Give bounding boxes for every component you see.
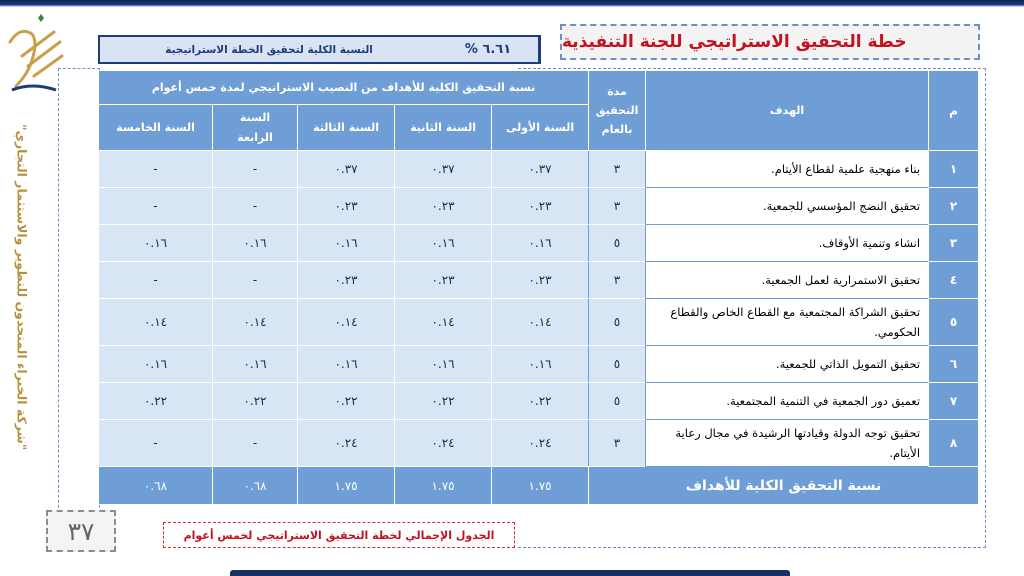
row-duration: ٥: [589, 299, 646, 346]
bottom-bar: [230, 570, 790, 576]
overall-percentage-label: النسبة الكلية لتحقيق الخطة الاستراتيجية: [165, 43, 373, 56]
row-duration: ٣: [589, 188, 646, 225]
table-row: [99, 299, 979, 346]
row-year-1: ٠.٢٣: [492, 188, 589, 225]
row-goal: تحقيق التمويل الذاتي للجمعية.: [646, 346, 929, 383]
row-goal: تحقيق توجه الدولة وقيادتها الرشيدة في مجال رعاية الأيتام.: [646, 420, 929, 467]
row-year-2: ٠.٣٧: [395, 151, 492, 188]
header-duration: مدة التحقيق بالعام: [589, 71, 646, 151]
row-year-4: -: [213, 188, 298, 225]
header-years-group: نسبة التحقيق الكلية للأهداف من النصيب الاستراتيجي لمدة خمس أعوام: [99, 71, 589, 105]
row-year-3: ٠.٢٢: [298, 383, 395, 420]
table-outline-left: [58, 68, 100, 538]
row-year-1: ٠.٣٧: [492, 151, 589, 188]
company-name-vertical: "شركة الخبراء المتحدون للتطوير والاستثمار التجاري": [14, 124, 30, 451]
row-year-2: ٠.٢٣: [395, 262, 492, 299]
row-year-1: ٠.١٦: [492, 346, 589, 383]
row-year-4: ٠.١٦: [213, 346, 298, 383]
page-number: ٣٧: [46, 510, 116, 552]
row-year-4: -: [213, 262, 298, 299]
row-year-5: ٠.١٦: [99, 346, 213, 383]
total-year-5: ٠.٦٨: [99, 467, 213, 505]
row-year-5: ٠.٢٢: [99, 383, 213, 420]
row-year-5: -: [99, 262, 213, 299]
table-row: [99, 151, 979, 188]
row-duration: ٥: [589, 225, 646, 262]
row-goal: تحقيق الاستمرارية لعمل الجمعية.: [646, 262, 929, 299]
row-year-5: -: [99, 188, 213, 225]
table-row: [99, 188, 979, 225]
row-index: ٨: [929, 420, 979, 467]
header-index: م: [929, 71, 979, 151]
row-year-5: ٠.١٤: [99, 299, 213, 346]
row-index: ٧: [929, 383, 979, 420]
row-year-4: ٠.٢٢: [213, 383, 298, 420]
row-index: ٥: [929, 299, 979, 346]
overall-percentage-value: ٦.٦١ %: [438, 37, 539, 62]
row-goal: بناء منهجية علمية لقطاع الأيتام.: [646, 151, 929, 188]
row-duration: ٣: [589, 420, 646, 467]
row-year-5: ٠.١٦: [99, 225, 213, 262]
row-duration: ٥: [589, 346, 646, 383]
row-index: ٣: [929, 225, 979, 262]
total-year-1: ١.٧٥: [492, 467, 589, 505]
row-year-3: ٠.١٦: [298, 346, 395, 383]
row-index: ١: [929, 151, 979, 188]
row-index: ٢: [929, 188, 979, 225]
row-year-4: ٠.١٦: [213, 225, 298, 262]
total-year-4: ٠.٦٨: [213, 467, 298, 505]
row-duration: ٣: [589, 151, 646, 188]
total-label: نسبة التحقيق الكلية للأهداف: [589, 467, 979, 505]
total-year-2: ١.٧٥: [395, 467, 492, 505]
row-year-2: ٠.٢٤: [395, 420, 492, 467]
table-row: [99, 225, 979, 262]
row-year-5: -: [99, 151, 213, 188]
header-year-1: السنة الأولى: [492, 105, 589, 151]
row-duration: ٣: [589, 262, 646, 299]
row-year-4: -: [213, 151, 298, 188]
row-year-2: ٠.١٦: [395, 346, 492, 383]
row-index: ٤: [929, 262, 979, 299]
table-row: [99, 383, 979, 420]
row-year-3: ٠.٣٧: [298, 151, 395, 188]
row-year-3: ٠.٢٣: [298, 188, 395, 225]
overall-percentage-box: [98, 35, 541, 64]
row-year-1: ٠.٢٤: [492, 420, 589, 467]
row-year-3: ٠.١٤: [298, 299, 395, 346]
row-year-1: ٠.١٤: [492, 299, 589, 346]
row-goal: تحقيق النضج المؤسسي للجمعية.: [646, 188, 929, 225]
row-goal: انشاء وتنمية الأوقاف.: [646, 225, 929, 262]
row-goal: تعميق دور الجمعية في التنمية المجتمعية.: [646, 383, 929, 420]
row-year-2: ٠.٢٢: [395, 383, 492, 420]
header-year-5: السنة الخامسة: [99, 105, 213, 151]
row-year-2: ٠.١٤: [395, 299, 492, 346]
page-title: خطة التحقيق الاستراتيجي للجنة التنفيذية: [560, 24, 980, 60]
row-year-1: ٠.٢٢: [492, 383, 589, 420]
table-row: [99, 420, 979, 467]
header-year-3: السنة الثالثة: [298, 105, 395, 151]
row-year-4: ٠.١٤: [213, 299, 298, 346]
row-goal: تحقيق الشراكة المجتمعية مع القطاع الخاص والقطاع الحكومي.: [646, 299, 929, 346]
table-row: [99, 262, 979, 299]
table-row: [99, 346, 979, 383]
header-year-4: السنة الرابعة: [213, 105, 298, 151]
row-year-1: ٠.٢٣: [492, 262, 589, 299]
row-year-3: ٠.٢٣: [298, 262, 395, 299]
row-duration: ٥: [589, 383, 646, 420]
header-year-2: السنة الثانية: [395, 105, 492, 151]
row-year-2: ٠.٢٣: [395, 188, 492, 225]
header-goal: الهدف: [646, 71, 929, 151]
row-index: ٦: [929, 346, 979, 383]
top-bar: [0, 0, 1024, 7]
row-year-3: ٠.٢٤: [298, 420, 395, 467]
row-year-1: ٠.١٦: [492, 225, 589, 262]
total-year-3: ١.٧٥: [298, 467, 395, 505]
row-year-5: -: [99, 420, 213, 467]
table-caption: الجدول الإجمالي لخطة التحقيق الاستراتيجي لخمس أعوام: [163, 522, 515, 548]
row-year-4: -: [213, 420, 298, 467]
row-year-2: ٠.١٦: [395, 225, 492, 262]
strategic-plan-table: [98, 70, 979, 505]
total-row: [99, 467, 979, 505]
row-year-3: ٠.١٦: [298, 225, 395, 262]
